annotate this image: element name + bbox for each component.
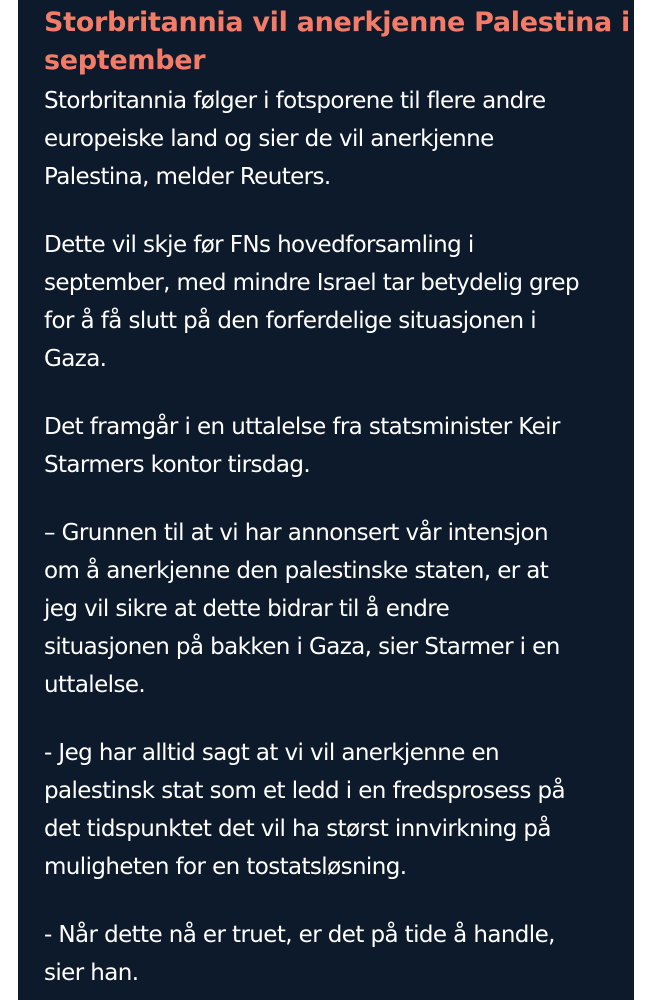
paragraph-line: europeiske land og sier de vil anerkjenne: [44, 126, 494, 152]
paragraph: [44, 82, 632, 196]
paragraph-line: - Når dette nå er truet, er det på tide å handle,: [44, 922, 555, 948]
headline: [44, 0, 632, 80]
paragraph: [44, 226, 632, 378]
paragraph-line: Det framgår i en uttalelse fra statsminister Keir: [44, 414, 560, 440]
paragraph: [44, 916, 632, 992]
paragraph-line: om å anerkjenne den palestinske staten, er at: [44, 558, 549, 584]
paragraph-line: Starmers kontor tirsdag.: [44, 452, 311, 478]
paragraph-line: det tidspunktet det vil ha størst innvirkning på: [44, 816, 551, 842]
headline-line: september: [44, 45, 206, 76]
paragraph-line: palestinsk stat som et ledd i en fredsprosess på: [44, 778, 565, 804]
paragraph: [44, 734, 632, 886]
paragraph-line: Dette vil skje før FNs hovedforsamling i: [44, 232, 474, 258]
paragraph-line: – Grunnen til at vi har annonsert vår intensjon: [44, 520, 548, 546]
paragraph-line: september, med mindre Israel tar betydelig grep: [44, 270, 579, 296]
paragraph-line: for å få slutt på den forferdelige situasjonen i: [44, 308, 537, 334]
paragraph-line: Palestina, melder Reuters.: [44, 164, 331, 190]
paragraph-line: situasjonen på bakken i Gaza, sier Starmer i en: [44, 634, 560, 660]
paragraph-line: Storbritannia følger i fotsporene til flere andre: [44, 88, 546, 114]
paragraph: [44, 514, 632, 704]
paragraph-line: uttalelse.: [44, 672, 146, 698]
paragraph-line: muligheten for en tostatsløsning.: [44, 854, 407, 880]
headline-line: Storbritannia vil anerkjenne Palestina i: [44, 7, 630, 38]
paragraph-line: Gaza.: [44, 346, 107, 372]
paragraph: [44, 408, 632, 484]
paragraph-line: jeg vil sikre at dette bidrar til å endre: [44, 596, 450, 622]
article-content: [44, 0, 632, 992]
article-card: [18, 0, 634, 1000]
paragraph-line: sier han.: [44, 960, 139, 986]
paragraph-line: - Jeg har alltid sagt at vi vil anerkjenne en: [44, 740, 500, 766]
